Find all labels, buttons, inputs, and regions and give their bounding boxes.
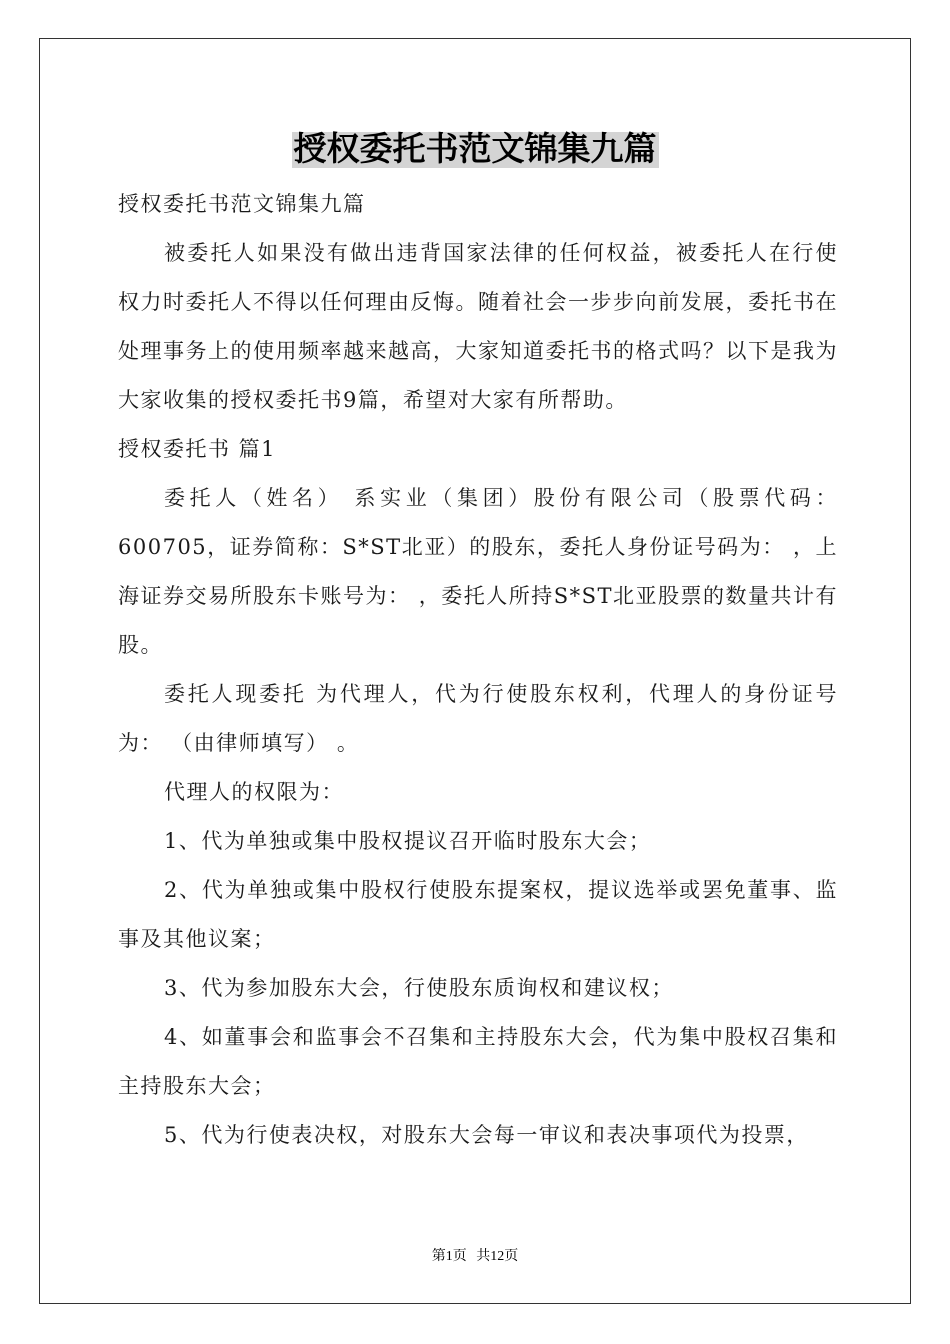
body-paragraph: 代理人的权限为：: [164, 780, 344, 804]
list-item: 1、代为单独或集中股权提议召开临时股东大会；: [164, 829, 652, 853]
body-paragraph: 委托人（姓名） 系实业（集团）股份有限公司（股票代码：600705，证券简称：S*ST北亚）的股东，委托人身份证号码为： ，上海证券交易所股东卡账号为： ，委托人所持S*ST北亚股票的数量共计有 股。: [118, 486, 838, 657]
subtitle-paragraph: 授权委托书范文锦集九篇: [118, 192, 366, 216]
list-item: 5、代为行使表决权，对股东大会每一审议和表决事项代为投票，: [164, 1123, 809, 1147]
page-number: 第1页: [431, 1249, 467, 1264]
list-item: 2、代为单独或集中股权行使股东提案权，提议选举或罢免董事、监事及其他议案；: [118, 878, 838, 951]
document-body: [118, 180, 838, 1160]
list-item: 4、如董事会和监事会不召集和主持股东大会，代为集中股权召集和主持股东大会；: [118, 1025, 838, 1098]
document-title: [0, 128, 950, 172]
body-paragraph: 委托人现委托 为代理人，代为行使股东权利，代理人的身份证号为： （由律师填写） 。: [118, 682, 838, 755]
intro-paragraph: 被委托人如果没有做出违背国家法律的任何权益，被委托人在行使权力时委托人不得以任何理由反悔。随着社会一步步向前发展，委托书在处理事务上的使用频率越来越高，大家知道委托书的格式吗？以下是我为大家收集的授权委托书9篇，希望对大家有所帮助。: [118, 241, 838, 412]
page-total: 共12页: [476, 1249, 519, 1264]
page-footer: [0, 1245, 950, 1265]
list-item: 3、代为参加股东大会，行使股东质询权和建议权；: [164, 976, 674, 1000]
section-heading: 授权委托书 篇1: [118, 437, 277, 461]
document-title-text: 授权委托书范文锦集九篇: [293, 132, 657, 168]
